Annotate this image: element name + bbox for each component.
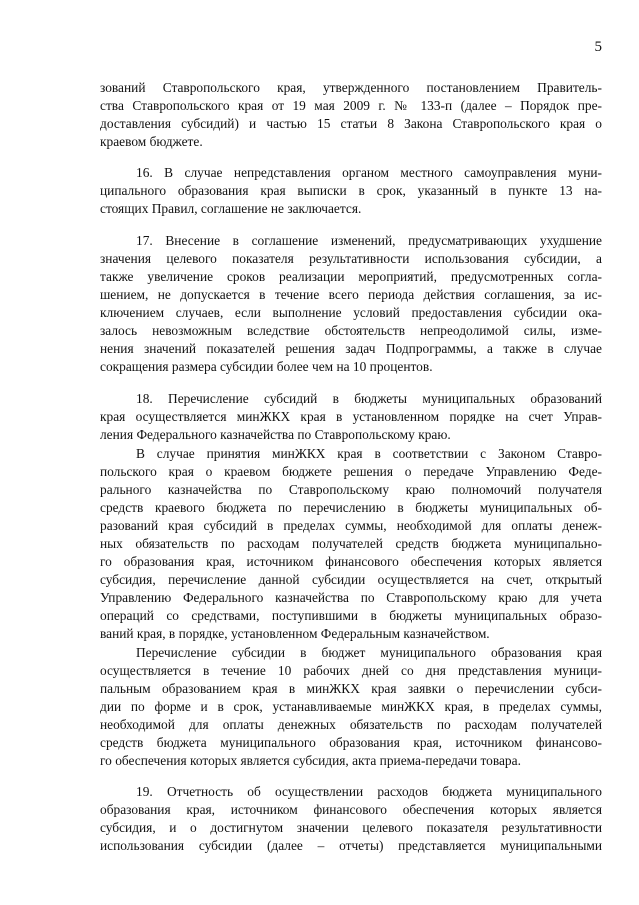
- text-line: осуществляется в течение 10 рабочих дней со дня представления муници-: [100, 663, 602, 678]
- text-line: ства Ставропольского края от 19 мая 2009 г. № 133-п (далее – Порядок пре-: [100, 98, 602, 113]
- text-line: нения значений показателей решения задач Подпрограммы, а также в случае: [100, 341, 602, 356]
- text-line: Управлению Федерального казначейства по Ставропольскому краю для учета: [100, 590, 602, 605]
- text-line: операций со средствами, поступившими в бюджеты муниципальных образо-: [100, 608, 602, 623]
- text-line: рального казначейства по Ставропольскому краю полномочий получателя: [100, 482, 602, 497]
- page-number: 5: [594, 39, 602, 55]
- text-line: 17. Внесение в соглашение изменений, предусматривающих ухудшение: [136, 233, 602, 248]
- text-line: сокращения размера субсидии более чем на 10 процентов.: [100, 359, 433, 374]
- text-line: края осуществляется минЖКХ края в установленном порядке на счет Управ-: [100, 409, 602, 424]
- text-line: разований края субсидий в пределах суммы, необходимой для оплаты денеж-: [100, 518, 602, 533]
- text-line: В случае принятия минЖКХ края в соответствии с Законом Ставро-: [136, 446, 602, 461]
- text-line: польского края о краевом бюджете решения о передаче Управлению Феде-: [100, 464, 602, 479]
- text-line: необходимой для оплаты денежных обязательств по расходам получателей: [100, 717, 602, 732]
- text-line: 16. В случае непредставления органом местного самоуправления муни-: [136, 165, 602, 180]
- text-line: Перечисление субсидии в бюджет муниципального образования края: [136, 645, 602, 660]
- text-line: шением, не допускается в течение всего периода действия соглашения, за ис-: [100, 287, 602, 302]
- text-line: субсидия, перечисление данной субсидии осуществляется на счет, открытый: [100, 572, 602, 587]
- text-line: 19. Отчетность об осуществлении расходов бюджета муниципального: [136, 784, 602, 799]
- text-line: ваний края, в порядке, установленном Федеральным казначейством.: [100, 626, 490, 641]
- text-line: средств краевого бюджета по перечислению в бюджеты муниципальных об-: [100, 500, 602, 515]
- text-line: го обеспечения которых является субсидия, акта приема-передачи товара.: [100, 753, 521, 768]
- text-line: использования субсидии (далее – отчеты) представляется муниципальными: [100, 838, 602, 853]
- text-line: пальным образованием края в минЖКХ края заявки о перечислении субси-: [100, 681, 602, 696]
- text-line: субсидия, и о достигнутом значении целевого показателя результативности: [100, 820, 602, 835]
- text-line: 18. Перечисление субсидий в бюджеты муниципальных образований: [136, 391, 602, 406]
- text-line: стоящих Правил, соглашение не заключается.: [100, 201, 362, 216]
- text-line: ципального образования края выписки в срок, указанный в пункте 13 на-: [100, 183, 602, 198]
- text-line: образования края, источником финансового обеспечения которых является: [100, 802, 602, 817]
- text-line: зований Ставропольского края, утвержденного постановлением Правитель-: [100, 80, 602, 95]
- text-line: ных обязательств по расходам получателей средств бюджета муниципально-: [100, 536, 602, 551]
- text-line: также увеличение сроков реализации мероприятий, предусмотренных согла-: [100, 269, 602, 284]
- text-line: значения целевого показателя результативности использования субсидии, а: [100, 251, 602, 266]
- text-line: залось невозможным вследствие обстоятельств непреодолимой силы, изме-: [100, 323, 602, 338]
- text-line: го образования края, источником финансового обеспечения которых является: [100, 554, 602, 569]
- text-line: ключением случаев, если выполнение условий предоставления субсидии ока-: [100, 305, 602, 320]
- text-line: дии по форме и в срок, устанавливаемые минЖКХ края, в пределах суммы,: [100, 699, 602, 714]
- text-line: доставления субсидий) и частью 15 статьи 8 Закона Ставропольского края о: [100, 116, 602, 131]
- text-line: средств бюджета муниципального образования края, источником финансово-: [100, 735, 602, 750]
- text-line: ления Федерального казначейства по Ставропольскому краю.: [100, 427, 451, 442]
- text-line: краевом бюджете.: [100, 134, 203, 149]
